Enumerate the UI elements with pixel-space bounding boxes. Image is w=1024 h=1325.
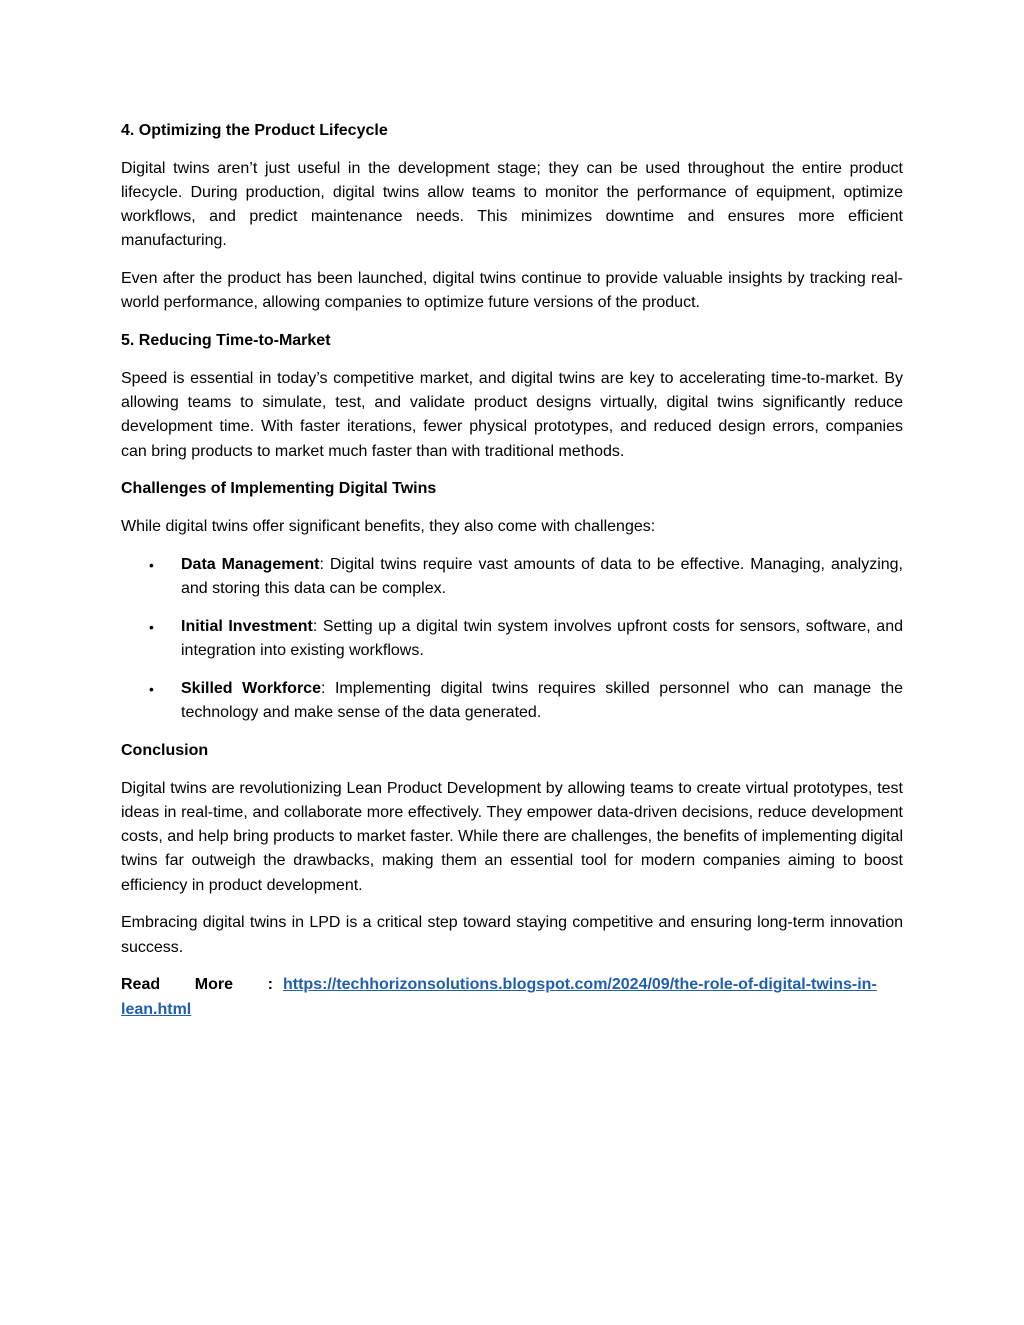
list-item-term: Data Management bbox=[181, 556, 320, 573]
list-item-text: : Digital twins require vast amounts of data to be effective. Managing, analyzing, and storing this data can be complex. bbox=[181, 556, 904, 598]
document-page bbox=[121, 119, 903, 1022]
paragraph-conclusion-2: Embracing digital twins in LPD is a critical step toward staying competitive and ensuring long-term innovation success. bbox=[121, 914, 903, 956]
list-item-term: Skilled Workforce bbox=[181, 680, 321, 697]
list-item bbox=[121, 677, 903, 725]
section-heading-challenges: Challenges of Implementing Digital Twins bbox=[121, 480, 437, 498]
read-more-label: Read More : bbox=[121, 976, 273, 994]
section-heading-conclusion: Conclusion bbox=[121, 742, 209, 759]
paragraph-conclusion-1: Digital twins are revolutionizing Lean Product Development by allowing teams to create virtual prototypes, test ideas in real-time, and collaborate more effectively. They empower data-driven decisions, reduce development costs, and help bring products to market faster. While there are challenges, the benefits of implementing digital twins far outweigh the drawbacks, making them an essential tool for modern companies aiming to boost efficiency in product development. bbox=[121, 779, 903, 894]
bullet-icon: • bbox=[149, 619, 154, 635]
paragraph-challenges-intro: While digital twins offer significant benefits, they also come with challenges: bbox=[121, 518, 656, 536]
bullet-icon: • bbox=[149, 681, 154, 697]
section-heading-optimizing-lifecycle: 4. Optimizing the Product Lifecycle bbox=[121, 122, 388, 139]
list-item bbox=[121, 615, 903, 663]
list-item-text: : Implementing digital twins requires skilled personnel who can manage the technology and make sense of the data generated. bbox=[181, 680, 904, 722]
list-item bbox=[121, 553, 903, 601]
section-heading-time-to-market: 5. Reducing Time-to-Market bbox=[121, 332, 331, 350]
paragraph-lifecycle-1: Digital twins aren’t just useful in the development stage; they can be used throughout the entire product lifecycle. During production, digital twins allow teams to monitor the performance of equipment, optimize workflows, and predict maintenance needs. This minimizes downtime and ensures more efficient manufacturing. bbox=[121, 159, 903, 250]
read-more-line bbox=[121, 973, 903, 1021]
bullet-icon: • bbox=[149, 557, 154, 573]
paragraph-lifecycle-2: Even after the product has been launched, digital twins continue to provide valuable insights by tracking real-world performance, allowing companies to optimize future versions of the product. bbox=[121, 270, 903, 312]
list-item-term: Initial Investment bbox=[181, 618, 313, 635]
read-more-link[interactable]: https://techhorizonsolutions.blogspot.com/2024/09/the-role-of-digital-twins-in-lean.html bbox=[121, 976, 877, 1018]
list-item-text: : Setting up a digital twin system involves upfront costs for sensors, software, and integration into existing workflows. bbox=[181, 618, 903, 660]
paragraph-time-to-market: Speed is essential in today’s competitive market, and digital twins are key to accelerating time-to-market. By allowing teams to simulate, test, and validate product designs virtually, digital twins significantly reduce development time. With faster iterations, fewer physical prototypes, and reduced design errors, companies can bring products to market much faster than with traditional methods. bbox=[121, 370, 903, 460]
challenges-list bbox=[121, 553, 903, 725]
